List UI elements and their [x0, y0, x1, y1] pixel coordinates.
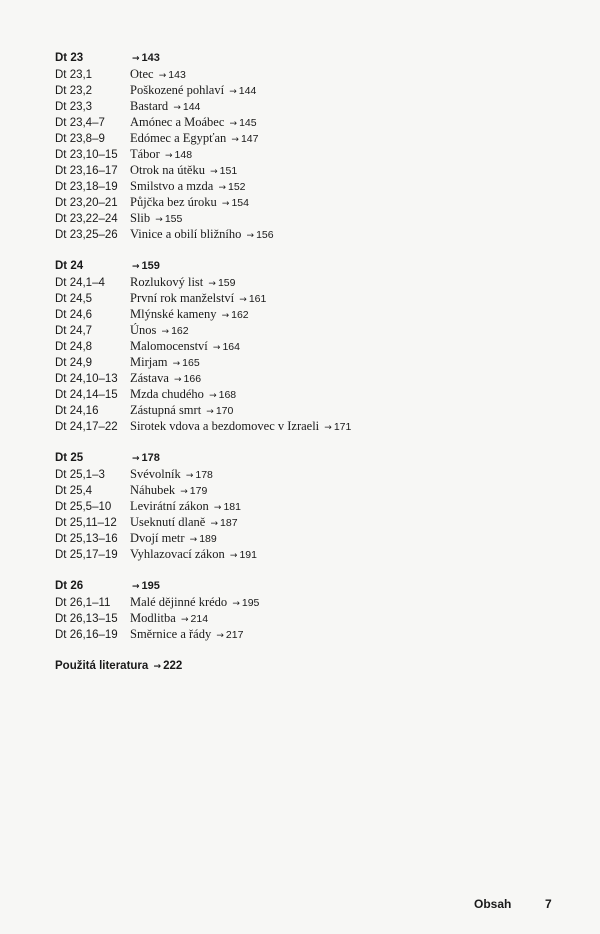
- toc-section: [55, 450, 555, 562]
- toc-entry: [55, 338, 555, 354]
- entry-page: 145: [239, 117, 257, 129]
- arrow-icon: →: [173, 103, 181, 113]
- entry-ref: Dt 24,16: [55, 405, 99, 417]
- toc-entry: [55, 322, 555, 338]
- entry-page: 187: [220, 517, 238, 529]
- arrow-icon: →: [239, 295, 247, 305]
- entry-ref: Dt 23,16–17: [55, 165, 118, 177]
- entry-title: Zástupná smrt: [130, 403, 202, 417]
- entry-page: 179: [189, 485, 208, 497]
- entry-ref: Dt 23,2: [55, 85, 93, 97]
- toc-entry: [55, 306, 555, 322]
- entry-ref: Dt 25,11–12: [55, 517, 117, 529]
- toc-entry: [55, 210, 555, 226]
- entry-ref: Dt 26,16–19: [55, 629, 118, 641]
- toc-entry: [55, 370, 555, 386]
- arrow-icon: →: [221, 311, 230, 321]
- entry-page: 214: [190, 613, 209, 625]
- entry-title: Malé dějinné krédo: [130, 595, 228, 609]
- arrow-icon: →: [180, 615, 189, 625]
- entry-ref: Dt 25,1–3: [55, 469, 105, 481]
- entry-ref: Dt 25,17–19: [55, 549, 118, 561]
- entry-ref: Dt 24,1–4: [55, 277, 105, 289]
- section-ref: Dt 24: [55, 260, 84, 272]
- toc-entry: [55, 130, 555, 146]
- entry-title-group: [130, 626, 555, 644]
- arrow-icon: →: [218, 183, 226, 193]
- entry-title: Vyhlazovací zákon: [130, 547, 225, 561]
- entry-ref: Dt 23,22–24: [55, 213, 118, 225]
- page-number: 7: [545, 897, 552, 911]
- entry-page: 154: [231, 197, 249, 209]
- toc-entry: [55, 482, 555, 498]
- arrow-icon: →: [212, 343, 221, 353]
- entry-title: Poškozené pohlaví: [130, 83, 225, 97]
- arrow-icon: →: [229, 119, 238, 129]
- entry-page: 155: [164, 213, 183, 225]
- section-page: 143: [141, 52, 160, 64]
- entry-page: 164: [222, 341, 240, 353]
- entry-ref: Dt 26,1–11: [55, 597, 111, 609]
- section-heading: [55, 258, 555, 274]
- entry-page: 148: [174, 149, 193, 161]
- footer-label: Obsah: [474, 897, 512, 911]
- arrow-icon: →: [164, 151, 173, 161]
- entry-title: Sirotek vdova a bezdomovec v Izraeli: [130, 419, 320, 433]
- arrow-icon: →: [174, 375, 182, 385]
- entry-title: Tábor: [130, 147, 160, 161]
- entry-title: Otrok na útěku: [130, 163, 205, 177]
- entry-title: Půjčka bez úroku: [130, 195, 217, 209]
- toc-entry: [55, 178, 555, 194]
- toc-entry: [55, 386, 555, 402]
- entry-title: První rok manželství: [130, 291, 235, 305]
- entry-title: Modlitba: [130, 611, 176, 625]
- arrow-icon: →: [161, 327, 170, 337]
- arrow-icon: →: [229, 87, 237, 97]
- entry-page: 151: [219, 165, 238, 177]
- toc-entry: [55, 594, 555, 610]
- entry-title-group: [130, 546, 555, 564]
- entry-page: 162: [231, 309, 249, 321]
- entry-page: 181: [223, 501, 241, 513]
- toc-section: [55, 258, 555, 434]
- entry-page: 156: [256, 229, 274, 241]
- toc-entry: [55, 146, 555, 162]
- arrow-icon: →: [232, 599, 240, 609]
- entry-title: Mirjam: [130, 355, 168, 369]
- entry-page: 162: [171, 325, 189, 337]
- entry-title-group: [130, 226, 555, 244]
- toc-entry: [55, 610, 555, 626]
- section-page: 178: [141, 452, 160, 464]
- entry-ref: Dt 23,3: [55, 101, 93, 113]
- arrow-icon: →: [132, 582, 140, 592]
- entry-ref: Dt 23,8–9: [55, 133, 105, 145]
- entry-page: 161: [248, 293, 267, 305]
- arrow-icon: →: [246, 231, 255, 241]
- arrow-icon: →: [132, 262, 140, 272]
- entry-ref: Dt 24,6: [55, 309, 93, 321]
- entry-title: Smilstvo a mzda: [130, 179, 214, 193]
- entry-ref: Dt 23,1: [55, 69, 93, 81]
- entry-ref: Dt 24,9: [55, 357, 93, 369]
- literature-entry: [55, 658, 555, 674]
- entry-title: Únos: [130, 323, 157, 337]
- arrow-icon: →: [209, 391, 217, 401]
- entry-page: 170: [215, 405, 234, 417]
- toc-entry: [55, 194, 555, 210]
- literature-page: 222: [163, 660, 183, 672]
- arrow-icon: →: [221, 199, 230, 209]
- toc-entry: [55, 290, 555, 306]
- toc-section: [55, 578, 555, 642]
- section-page-ref: [130, 450, 555, 467]
- entry-page: 195: [241, 597, 260, 609]
- arrow-icon: →: [155, 215, 163, 225]
- entry-title: Amónec a Moábec: [130, 115, 225, 129]
- entry-title: Edómec a Egypťan: [130, 131, 227, 145]
- arrow-icon: →: [216, 631, 224, 641]
- entry-title: Levirátní zákon: [130, 499, 209, 513]
- toc-section: [55, 50, 555, 242]
- toc-entry: [55, 354, 555, 370]
- entry-page: 144: [238, 85, 257, 97]
- entry-title-group: [130, 418, 555, 436]
- entry-title: Mlýnské kameny: [130, 307, 217, 321]
- section-page: 195: [141, 580, 160, 592]
- entry-page: 189: [199, 533, 217, 545]
- entry-page: 144: [182, 101, 201, 113]
- entry-title: Mzda chudého: [130, 387, 204, 401]
- entry-title: Rozlukový list: [130, 275, 204, 289]
- arrow-icon: →: [172, 359, 181, 369]
- toc-entry: [55, 162, 555, 178]
- toc-entry: [55, 402, 555, 418]
- section-heading: [55, 450, 555, 466]
- entry-title: Useknutí dlaně: [130, 515, 206, 529]
- arrow-icon: →: [180, 487, 188, 497]
- toc-entry: [55, 274, 555, 290]
- entry-ref: Dt 26,13–15: [55, 613, 118, 625]
- entry-ref: Dt 25,5–10: [55, 501, 112, 513]
- toc-entry: [55, 514, 555, 530]
- toc-entry: [55, 466, 555, 482]
- arrow-icon: →: [185, 471, 194, 481]
- entry-ref: Dt 25,13–16: [55, 533, 118, 545]
- entry-title: Malomocenství: [130, 339, 208, 353]
- entry-ref: Dt 24,8: [55, 341, 93, 353]
- section-ref: Dt 26: [55, 580, 84, 592]
- entry-title: Dvojí metr: [130, 531, 185, 545]
- table-of-contents: [55, 50, 555, 674]
- section-heading: [55, 578, 555, 594]
- toc-entry: [55, 114, 555, 130]
- entry-page: 178: [195, 469, 213, 481]
- entry-ref: Dt 25,4: [55, 485, 93, 497]
- entry-title: Vinice a obilí bližního: [130, 227, 242, 241]
- arrow-icon: →: [213, 503, 222, 513]
- literature-label: Použitá literatura: [55, 660, 149, 672]
- entry-page: 166: [183, 373, 202, 385]
- arrow-icon: →: [229, 551, 238, 561]
- toc-entry: [55, 418, 555, 434]
- toc-entry: [55, 626, 555, 642]
- entry-ref: Dt 24,10–13: [55, 373, 118, 385]
- toc-entry: [55, 530, 555, 546]
- entry-ref: Dt 23,18–19: [55, 181, 118, 193]
- entry-page: 152: [228, 181, 246, 193]
- entry-page: 191: [239, 549, 257, 561]
- entry-title: Náhubek: [130, 483, 176, 497]
- entry-ref: Dt 23,20–21: [55, 197, 118, 209]
- section-page: 159: [141, 260, 160, 272]
- section-ref: Dt 25: [55, 452, 84, 464]
- arrow-icon: →: [132, 54, 140, 64]
- entry-title: Slib: [130, 211, 151, 225]
- section-page-ref: [130, 50, 555, 67]
- entry-ref: Dt 23,25–26: [55, 229, 118, 241]
- arrow-icon: →: [158, 71, 167, 81]
- entry-ref: Dt 23,10–15: [55, 149, 118, 161]
- section-page-ref: [130, 578, 555, 595]
- entry-ref: Dt 24,7: [55, 325, 93, 337]
- arrow-icon: →: [210, 167, 218, 177]
- entry-page: 165: [182, 357, 200, 369]
- entry-page: 217: [225, 629, 244, 641]
- arrow-icon: →: [206, 407, 214, 417]
- entry-ref: Dt 24,14–15: [55, 389, 118, 401]
- arrow-icon: →: [231, 135, 239, 145]
- arrow-icon: →: [132, 454, 140, 464]
- section-heading: [55, 50, 555, 66]
- entry-page: 171: [333, 421, 352, 433]
- toc-entry: [55, 66, 555, 82]
- entry-page: 168: [218, 389, 237, 401]
- entry-title: Svévolník: [130, 467, 181, 481]
- arrow-icon: →: [210, 519, 219, 529]
- entry-ref: Dt 23,4–7: [55, 117, 105, 129]
- arrow-icon: →: [189, 535, 198, 545]
- toc-entry: [55, 82, 555, 98]
- toc-entry: [55, 498, 555, 514]
- entry-ref: Dt 24,5: [55, 293, 93, 305]
- entry-page: 143: [168, 69, 186, 81]
- entry-page: 147: [240, 133, 259, 145]
- page-footer: [0, 897, 600, 917]
- entry-title: Směrnice a řády: [130, 627, 212, 641]
- section-ref: Dt 23: [55, 52, 84, 64]
- entry-ref: Dt 24,17–22: [55, 421, 118, 433]
- arrow-icon: →: [324, 423, 332, 433]
- toc-entry: [55, 546, 555, 562]
- entry-page: 159: [217, 277, 236, 289]
- arrow-icon: →: [208, 279, 216, 289]
- toc-entry: [55, 98, 555, 114]
- entry-title: Zástava: [130, 371, 169, 385]
- arrow-icon: →: [153, 662, 162, 672]
- toc-entry: [55, 226, 555, 242]
- section-page-ref: [130, 258, 555, 275]
- entry-title: Otec: [130, 67, 154, 81]
- entry-title: Bastard: [130, 99, 169, 113]
